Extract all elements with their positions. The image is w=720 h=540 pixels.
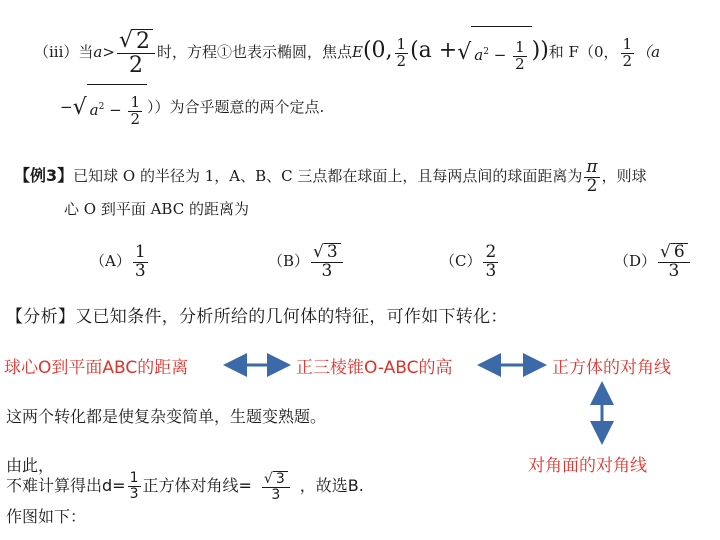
option-c-num: 2 xyxy=(485,241,497,262)
radicand-a: a xyxy=(474,46,484,64)
line3-b: 正方体对角线= xyxy=(142,476,252,495)
pi-den: 2 xyxy=(586,175,598,196)
option-b-den: 3 xyxy=(321,261,333,281)
analysis-line3 xyxy=(6,466,364,506)
num-1d: 1 xyxy=(130,92,140,111)
radicand-a-2: a xyxy=(89,101,99,119)
option-a-label: （A） xyxy=(90,252,131,270)
case3-prefix: （iii）当 xyxy=(34,43,94,61)
minus-sign-2: − xyxy=(109,101,122,119)
diag-fraction: $\frac{√ 3}{3}$ xyxy=(262,471,290,502)
option-b-label: （B） xyxy=(268,252,310,270)
and-f: 和 F（0， xyxy=(548,43,619,61)
exponent-2: 2 xyxy=(483,47,489,57)
den-2: 2 xyxy=(396,51,407,70)
den-2b: 2 xyxy=(515,54,525,73)
num-1c: 1 xyxy=(622,34,633,53)
point-e: E xyxy=(351,43,363,61)
a-plus: (a + xyxy=(410,38,458,63)
fraction-sqrt2-over-2: $\frac{√ 2}{2}$ xyxy=(117,29,155,77)
num-1: 1 xyxy=(396,34,407,53)
gt-sign: > xyxy=(102,43,115,61)
diag-den: 3 xyxy=(271,486,281,503)
option-a-num: 1 xyxy=(134,241,146,262)
tail-a: （a xyxy=(636,43,661,61)
option-c-label: （C） xyxy=(440,252,482,270)
line2-close: ））为合乎题意的两个定点. xyxy=(146,98,325,116)
example3-text2: ，则球 xyxy=(601,167,647,185)
radicand-2: 2 xyxy=(133,29,153,53)
num-1b: 1 xyxy=(515,37,525,56)
d-num: 1 xyxy=(129,470,139,487)
minus-sign: − xyxy=(493,46,507,64)
line3-c: ，故选B. xyxy=(299,476,364,495)
option-b-num: 3 xyxy=(324,243,341,262)
line3-a: 不难计算得出d= xyxy=(6,476,126,495)
node-cube-diagonal: 正方体的对角线 xyxy=(552,358,671,378)
option-a-den: 3 xyxy=(134,260,146,281)
option-d-fraction: $\frac{√ 6}{3}$ xyxy=(658,243,690,281)
sqrt-expression: √ $a^2$ − $\frac{1}{2}$ xyxy=(457,26,531,80)
option-d-num: 6 xyxy=(671,243,688,262)
analysis-header: 【分析】又已知条件，分析所给的几何体的特征，可作如下转化： xyxy=(6,307,508,327)
sqrt-expression-2: √ $a^2$ − $\frac{1}{2}$ xyxy=(73,84,147,132)
analysis-line2: 由此， xyxy=(6,456,55,475)
option-d-label: （D） xyxy=(614,252,657,270)
paren-close: )) xyxy=(531,38,549,63)
example3-line2: 心 O 到平面 ABC 的距离为 xyxy=(64,200,249,218)
var-a: a xyxy=(93,43,103,61)
pi: π xyxy=(586,156,598,177)
option-b-fraction: $\frac{√ 3}{3}$ xyxy=(311,243,343,281)
example3-text1: 已知球 O 的半径为 1，A、B、C 三点都在球面上，且每两点间的球面距离为 xyxy=(73,167,583,185)
line2-minus: − xyxy=(60,98,73,116)
analysis-line1: 这两个转化都是使复杂变简单，生题变熟题。 xyxy=(6,407,327,426)
d-den: 3 xyxy=(129,486,139,502)
den-2d: 2 xyxy=(130,109,140,128)
node-sphere-center-distance: 球心O到平面ABC的距离 xyxy=(4,358,189,378)
exponent-2b: 2 xyxy=(98,102,105,112)
option-c-den: 3 xyxy=(485,260,497,281)
node-diagonal-plane-diagonal: 对角面的对角线 xyxy=(528,456,647,476)
denominator-2: 2 xyxy=(128,53,143,78)
example3-label: 【例3】 xyxy=(14,166,74,185)
diag-num: 3 xyxy=(273,471,288,487)
den-2c: 2 xyxy=(622,51,633,70)
paren-open: (0, xyxy=(362,38,393,63)
case3-mid: 时，方程①也表示椭圆，焦点 xyxy=(156,43,352,61)
option-d-den: 3 xyxy=(668,261,680,281)
analysis-line4: 作图如下： xyxy=(6,507,87,526)
d-fraction xyxy=(128,471,141,501)
node-tetrahedron-height: 正三棱锥O-ABC的高 xyxy=(296,358,453,378)
